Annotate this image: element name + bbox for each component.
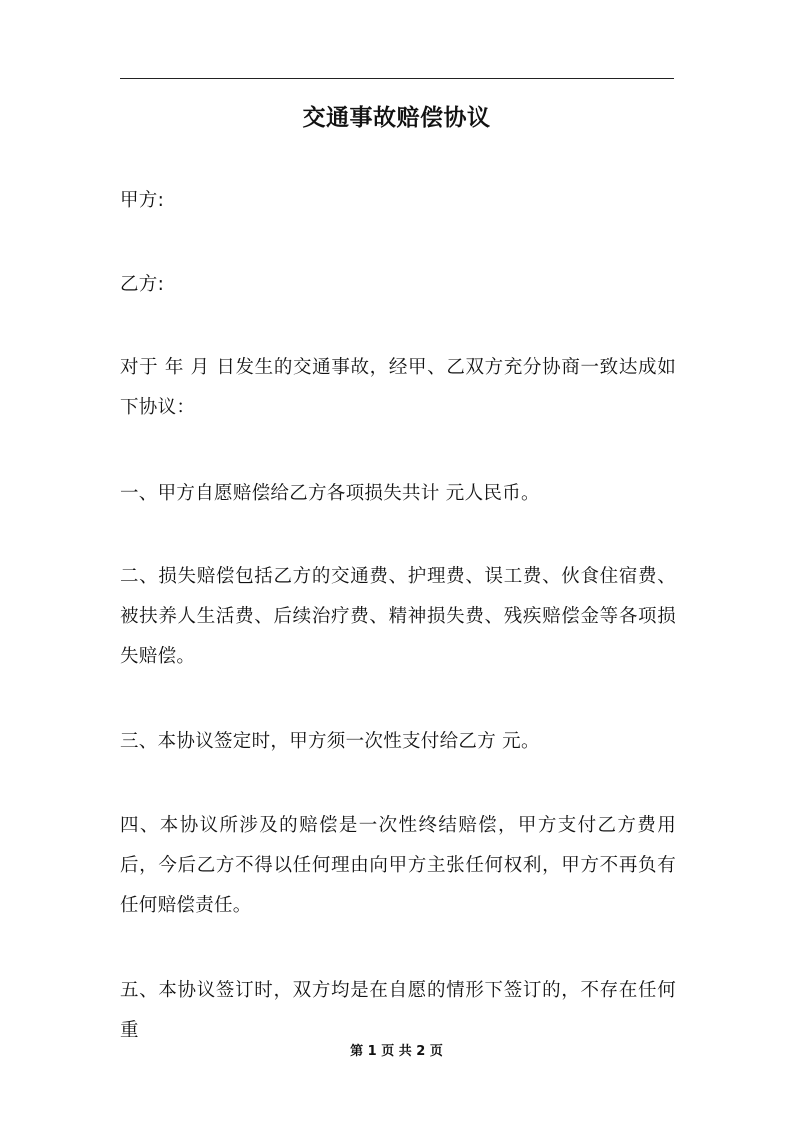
page-number: 第 1 页 共 2 页 <box>350 1044 443 1059</box>
clause-4: 四、本协议所涉及的赔偿是一次性终结赔偿，甲方支付乙方费用后，今后乙方不得以任何理由向甲方主张任何权利，甲方不再负有任何赔偿责任。 <box>120 815 676 916</box>
clause-5: 五、本协议签订时，双方均是在自愿的情形下签订的，不存在任何重 <box>120 980 676 1041</box>
document-title: 交通事故赔偿协议 <box>302 105 491 131</box>
clause-3: 三、本协议签定时，甲方须一次性支付给乙方 元。 <box>120 731 540 752</box>
party-a-label: 甲方: <box>120 190 165 211</box>
clause-2: 二、损失赔偿包括乙方的交通费、护理费、误工费、伙食住宿费、被扶养人生活费、后续治疗费、精神损失费、残疾赔偿金等各项损失赔偿。 <box>120 566 676 667</box>
intro-paragraph: 对于 年 月 日发生的交通事故，经甲、乙双方充分协商一致达成如下协议： <box>120 357 676 418</box>
header-rule <box>120 78 674 79</box>
clause-1: 一、甲方自愿赔偿给乙方各项损失共计 元人民币。 <box>120 483 540 504</box>
party-b-label: 乙方: <box>120 274 165 295</box>
